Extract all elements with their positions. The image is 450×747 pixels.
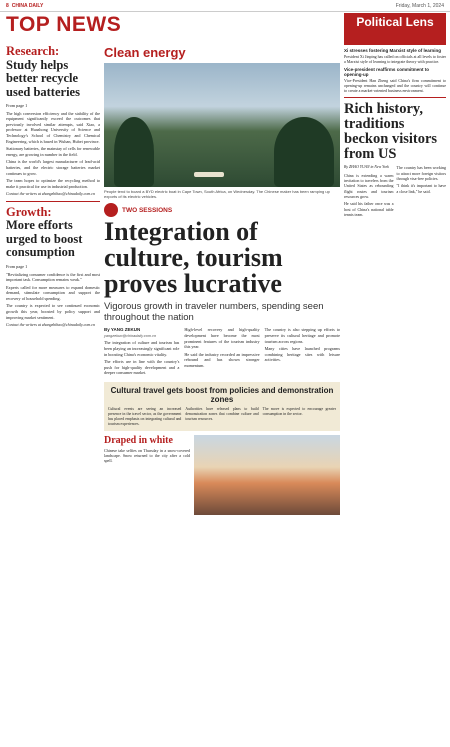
box-paragraph: Cultural events are seeing an increased presence in the travel sector, as the government has placed emphasis on integrating cultural and tourism experiences. [108, 406, 182, 426]
political-lens-banner: Political Lens [344, 13, 446, 45]
right-column [344, 13, 446, 745]
story-paragraph: Experts called for more measures to expand domestic demand, stimulate consumption and support the recovery of household spending. [6, 284, 100, 301]
article-paragraph: The integration of culture and tourism has been playing an increasingly significant role in boosting China's economic vitality. [104, 340, 180, 357]
feature-caption: Chinese take selfies on Thursday in a snow-covered landscape. Snow returned to the city after a cold spell. [104, 447, 190, 464]
sessions-logo-icon [104, 203, 118, 217]
byline: By YANG ZEKUN [104, 327, 141, 333]
article-paragraph: "I think it's important to have a close link," he said. [396, 183, 446, 194]
snow-photo [194, 435, 340, 515]
section-header: Clean energy [104, 45, 186, 60]
story-contact: Contact the writers at zhangzhihao@chinadaily.com.cn [6, 191, 96, 197]
brief-title: Vice-president reaffirms commitment to opening-up [344, 66, 429, 77]
photo-caption: People tend to board a BYD electric boat in Cape Town, South Africa, on Wednesday. The Chinese maker has been ramping up exports of its electric vehicles. [104, 189, 330, 200]
sessions-label: TWO SESSIONS [122, 206, 173, 214]
boat-shape [194, 172, 224, 177]
story-paragraph: The high conversion efficiency and the stability of the equipment significantly exceed the outcomes that previously involved similar attempts, said Xiao, a professor at Huazhong University of Science and Technology's School of Chemistry and Chemical Engineering, which is based in Wuhan, Hubei province. [6, 110, 100, 144]
article-body [104, 327, 340, 378]
article-paragraph: The country is also stepping up efforts to preserve its cultural heritage and promote tourism across regions. [264, 327, 340, 344]
rich-history-headline: Rich history, traditions beckon visitors from US [344, 101, 438, 163]
article-paragraph: The efforts are in line with the country's push for high-quality development and a deeper consumer market. [104, 359, 180, 376]
story-growth-headline [6, 206, 100, 260]
box-paragraph: The move is expected to encourage greater consumption in the sector. [262, 406, 336, 416]
article-paragraph: He said his father once was a host of China's national table tennis team. [344, 201, 394, 217]
story-contact: Contact the writers at zhangzhihao@chinadaily.com.cn [6, 322, 96, 328]
boat-photo [104, 63, 340, 187]
draped-in-white-feature [104, 435, 340, 515]
story-headline: More efforts urged to boost consumption [6, 218, 83, 260]
story-source: From page 1 [6, 263, 28, 269]
story-paragraph: The team hopes to optimize the recycling method to make it practical for use in industrial production. [6, 178, 100, 189]
brief-text: President Xi Jinping has called on officials at all levels to foster a Marxist style of learning to integrate theory with practice. [344, 54, 447, 65]
box-title: Cultural travel gets boost from policies and demonstration zones [110, 385, 334, 404]
byline: By ZHAO YUAN in New York [344, 165, 389, 170]
story-paragraph: The country is expected to see continued economic growth this year, boosted by policy support and improving market sentiment. [6, 303, 100, 320]
story-paragraph: Stationary batteries, the mainstay of cells for renewable energy, are growing in number in the field. [6, 146, 100, 157]
divider [6, 201, 100, 202]
tree-shape [274, 117, 334, 187]
top-bar [0, 0, 450, 12]
sidebar-box [104, 382, 340, 431]
brief-text: Vice-President Han Zheng said China's firm commitment to opening-up remains unchanged and the country will continue to create a market-oriented business environment. [344, 77, 446, 94]
story-headline: Study helps better recycle used batteries [6, 57, 80, 99]
divider [344, 97, 446, 98]
story-paragraph: "Revitalizing consumer confidence is the first and most important task. Consumption remains weak." [6, 271, 100, 283]
article-paragraph: High-level recovery and high-quality development have become the most prominent features of the tourism industry this year. [184, 327, 260, 350]
article-paragraph: He said the industry recorded an impressive rebound and has shown stronger momentum. [184, 351, 260, 368]
issue-date: Friday, March 1, 2024 [395, 2, 444, 9]
story-kicker: Research: [6, 45, 60, 58]
story-source: From page 1 [6, 103, 28, 108]
left-column [6, 45, 100, 745]
story-research-headline [6, 45, 100, 99]
box-paragraph: Authorities have released plans to build demonstration zones that combine culture and tourism resources. [185, 406, 259, 421]
main-subhead: Vigorous growth in traveler numbers, spending seen throughout the nation [104, 301, 324, 324]
main-headline: Integration of culture, tourism proves lucrative [104, 217, 283, 299]
section-masthead: TOP NEWS [6, 13, 122, 36]
feature-headline: Draped in white [104, 434, 173, 446]
brief-title: Xi stresses fostering Marxist style of learning [344, 48, 442, 53]
article-paragraph: The country has been working to attract more foreign visitors through visa-free policies. [396, 165, 446, 182]
page-number: 8 [6, 2, 9, 9]
two-sessions-tag [104, 203, 340, 217]
byline-contact: yangzekun@chinadaily.com.cn [104, 334, 157, 339]
story-paragraph: China is the world's largest manufacturer of lead-acid batteries, and the electric storage batteries market continues to grow. [6, 159, 100, 176]
tree-shape [114, 117, 154, 187]
brand-name: CHINA DAILY [11, 2, 44, 9]
rich-history-body [344, 165, 446, 219]
article-paragraph: Many cities have launched programs combining heritage sites with leisure activities. [264, 346, 340, 363]
story-kicker: Growth: [6, 204, 52, 219]
article-paragraph: China is extending a warm invitation to travelers from the United States as rebounding flight routes and tourism resources grow. [344, 172, 394, 199]
middle-column [104, 45, 340, 745]
